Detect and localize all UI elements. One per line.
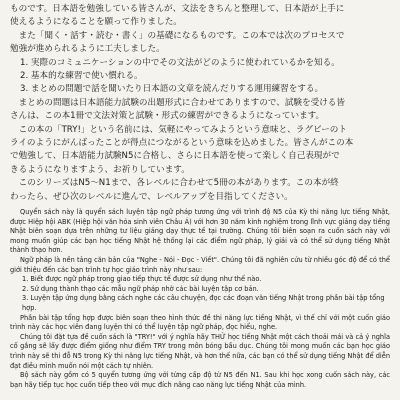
jp-line: まとめの問題は日本語能力試験の出題形式に合わせてありますので、試験を受ける皆: [18, 97, 345, 108]
jp-list-item: 2. 基本的な練習で使い慣れる。: [20, 71, 143, 82]
jp-line: わったら、ぜひ次のレベルに進んで、レベルアップを目指してください。: [10, 191, 293, 202]
jp-line: きるようになりますよう、お祈りしています。: [10, 164, 190, 175]
jp-line: ライのようにがんばったことが得点につながるという意味を込めました。皆さんがこの本: [10, 138, 354, 149]
vi-paragraph: Phần bài tập tổng hợp được biên soạn theo hình thức đề thi năng lực tiếng Nhật, vì thế chỉ với một cuốn giáo trình này các học viên đang luyện thi có thể luyện tập ngữ pháp, đọc hiểu, nghe.: [10, 313, 390, 332]
vi-list-item: 2. Sử dụng thành thạo các mẫu ngữ pháp nhờ các bài luyện tập cơ bản.: [22, 284, 259, 293]
jp-line: 勉強が進められるように工夫しました。: [10, 44, 165, 55]
jp-line: また「聞く・話す・読む・書く」の基礎になるものです。この本では次のプロセスで: [18, 30, 345, 41]
jp-bottom-paragraphs: [10, 97, 390, 204]
jp-line: さんは、この本1冊で文法対策と試験・形式の練習ができるようになっています。: [10, 111, 325, 122]
vietnamese-section: [10, 208, 390, 390]
jp-list-item: 1. 実際のコミュニケーションの中でその文法がどのように使われているかを知る。: [20, 57, 340, 68]
jp-line: で勉強して、日本語能力試験N5に合格し、さらに日本語を使って楽しく自己表現がで: [10, 151, 340, 162]
jp-line: このシリーズはN5～N1まで、各レベルに合わせて5冊の本があります。この本が終: [18, 178, 339, 189]
jp-process-list: [10, 57, 390, 97]
vi-list-item: 3. Luyện tập ứng dụng bằng cách nghe các câu chuyện, đọc các đoạn văn tiếng Nhật trong phần bài tập tổng hợp.: [22, 294, 385, 313]
vi-paragraph: Ngữ pháp là nền tảng căn bản của "Nghe - Nói - Đọc - Viết". Chúng tôi đã nghiên cứu từ nhiều góc độ để có thể giới thiệu đến các bạn trình tự học giáo trình này như sau:: [10, 256, 390, 274]
japanese-section: [10, 3, 390, 204]
vi-paragraph: Chúng tôi đặt tựa đề cuốn sách là "TRY!" với ý nghĩa hãy THỬ học tiếng Nhật một cách thoải mái và cả ý nghĩa cố gắng sẽ lấy được điểm giống như điểm TRY trong môn bóng bầu dục. Chúng tôi mong muốn các bạn học giáo trình này sẽ thi đỗ N5 trong Kỳ thi năng lực tiếng Nhật, và hơn thế nữa, các bạn có thể sử dụng tiếng Nhật để diễn đạt điều mình muốn nói một cách tự nhiên.: [10, 332, 390, 370]
vi-process-list: [10, 275, 390, 313]
vi-paragraph: Bộ sách này gồm có 5 quyển tương ứng với từng cấp độ từ N5 đến N1. Sau khi học xong cuốn sách này, các bạn hãy tiếp tục học cuốn tiếp theo với mục đích nâng cao năng lực tiếng Nhật của mình.: [10, 371, 390, 389]
jp-line: ものです。日本語を勉強している皆さんが、文法をきちんと整理して、日本語が上手に: [10, 4, 345, 14]
vi-paragraph: Quyển sách này là quyển sách luyện tập ngữ pháp tương ứng với trình độ N5 của Kỳ thi năng lực tiếng Nhật, được Hiệp hội ABK (Hiệp hội văn hóa sinh viên Châu Á) với hơn 30 năm kinh nghiệm trong lĩnh vực giảng dạy tiếng Nhật biên soạn dựa trên những tư liệu giảng dạy thực tế tại trường. Chúng tôi biên soạn ra cuốn sách này với mong muốn giúp các bạn học tiếng Nhật hệ thống lại các điểm ngữ pháp, lý giải và có thể sử dụng tiếng Nhật thành thạo hơn.: [10, 208, 390, 255]
vi-list-item: 1. Biết được ngữ pháp trong giao tiếp thực tế được sử dụng như thế nào.: [22, 275, 262, 284]
jp-line: この本の「TRY!」という名前には、気軽にやってみようという意味と、ラグビーのト: [18, 124, 347, 135]
jp-list-item: 3. まとめの問題で話を聞いたり日本語の文章を読んだりする運用練習をする。: [20, 84, 324, 95]
jp-line: 使えるようになることを願って作りました。: [10, 17, 182, 28]
